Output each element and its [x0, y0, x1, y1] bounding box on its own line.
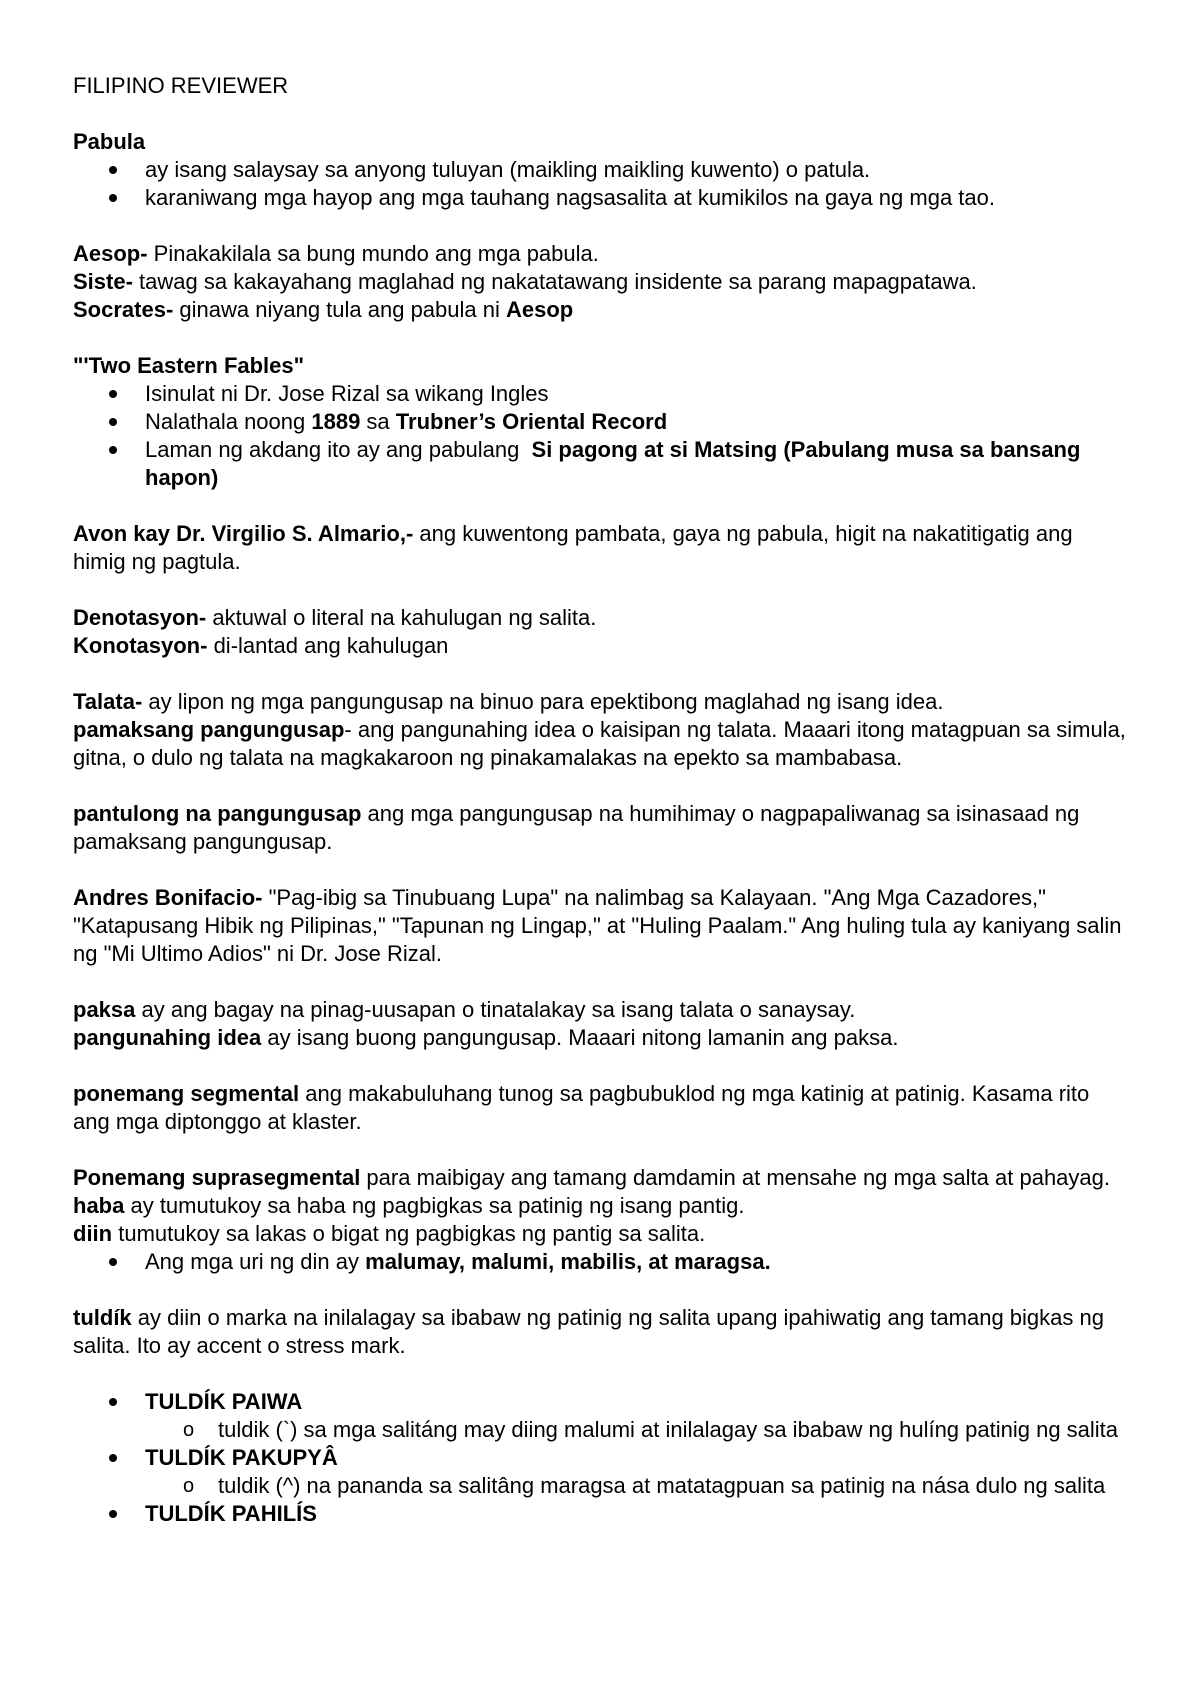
list-item: TULDÍK PAKUPYÂ o tuldik (^) na pananda sa salitâng maragsa at matatagpuan sa patinig na násа dulo ng salita: [73, 1444, 1128, 1500]
almario-definition: Avon kay Dr. Virgilio S. Almario,- ang kuwentong pambata, gaya ng pabula, higit na nakatitigatig ang himig ng pagtula.: [73, 521, 1073, 574]
socrates-definition: Socrates- ginawa niyang tula ang pabula ni Aesop: [73, 297, 574, 322]
aesop-definition: Aesop- Pinakakilala sa bung mundo ang mga pabula.: [73, 241, 599, 266]
pabula-list: [73, 156, 1128, 212]
fables-list: [73, 380, 1128, 492]
tuldik-types-list: [73, 1388, 1128, 1528]
siste-definition: Siste- tawag sa kakayahang maglahad ng nakatatawang insidente sa parang mapagpatawa.: [73, 269, 977, 294]
segmental-definition: ponemang segmental ang makabuluhang tunog sa pagbubuklod ng mga katinig at patinig. Kasama rito ang mga diptonggo at klaster.: [73, 1081, 1090, 1134]
bonifacio-definition: Andres Bonifacio- "Pag-ibig sa Tinubuang Lupa" na nalimbag sa Kalayaan. "Ang Mga Cazadores," "Katapusang Hibik ng Pilipinas," "Tapunan ng Lingap," at "Huling Paalam." Ang huling tula ay kaniyang salin ng "Mi Ultimo Adios" ni Dr. Jose Rizal.: [73, 885, 1122, 966]
list-item: ay isang salaysay sa anyong tuluyan (maikling maikling kuwento) o patula.: [73, 156, 1128, 184]
sub-list: [145, 1416, 1128, 1444]
list-item: Nalathala noong 1889 sa Trubner’s Oriental Record: [73, 408, 1128, 436]
sub-list-item: o tuldik (`) sa mga salitáng may diing malumi at inilalagay sa ibabaw ng hulíng patinig ng salita: [73, 1416, 1128, 1444]
sub-list-item: o tuldik (^) na pananda sa salitâng maragsa at matatagpuan sa patinig na násа dulo ng salita: [73, 1472, 1128, 1500]
tuldik-definition: tuldík ay diin o marka na inilalagay sa ibabaw ng patinig ng salita upang ipahiwatig ang tamang bigkas ng salita. Ito ay accent o stress mark.: [73, 1305, 1104, 1358]
diin-definition: diin tumutukoy sa lakas o bigat ng pagbigkas ng pantig sa salita.: [73, 1221, 706, 1246]
list-item: Laman ng akdang ito ay ang pabulang Si pagong at si Matsing (Pabulang musa sa bansang hapon): [73, 436, 1128, 492]
pabula-heading: Pabula: [73, 129, 146, 154]
list-item: TULDÍK PAHILÍS: [73, 1500, 1128, 1528]
pamaksang-definition: pamaksang pangungusap- ang pangunahing idea o kaisipan ng talata. Maaari itong matagpuan sa simula, gitna, o dulo ng talata na magkakaroon ng pinakamalakas na epekto sa mambabasa.: [73, 717, 1126, 770]
suprasegmental-definition: Ponemang suprasegmental para maibigay ang tamang damdamin at mensahe ng mga salta at pahayag.: [73, 1165, 1110, 1190]
paksa-definition: paksa ay ang bagay na pinag-uusapan o tinatalakay sa isang talata o sanaysay.: [73, 997, 856, 1022]
list-item: Ang mga uri ng din ay malumay, malumi, mabilis, at maragsa.: [73, 1248, 1128, 1276]
document-title: FILIPINO REVIEWER: [73, 73, 289, 98]
sub-list: [145, 1472, 1128, 1500]
pantulong-definition: pantulong na pangungusap ang mga pangungusap na humihimay o nagpapaliwanag sa isinasaad ng pamaksang pangungusap.: [73, 801, 1080, 854]
denotasyon-definition: Denotasyon- aktuwal o literal na kahulugan ng salita.: [73, 605, 597, 630]
list-item: Isinulat ni Dr. Jose Rizal sa wikang Ingles: [73, 380, 1128, 408]
list-item: TULDÍK PAIWA o tuldik (`) sa mga salitáng may diing malumi at inilalagay sa ibabaw ng hulíng patinig ng salita: [73, 1388, 1128, 1444]
pangunahing-idea-definition: pangunahing idea ay isang buong pangungusap. Maaari nitong lamanin ang paksa.: [73, 1025, 899, 1050]
fables-heading: "'Two Eastern Fables": [73, 353, 305, 378]
list-item: karaniwang mga hayop ang mga tauhang nagsasalita at kumikilos na gaya ng mga tao.: [73, 184, 1128, 212]
konotasyon-definition: Konotasyon- di-lantad ang kahulugan: [73, 633, 449, 658]
haba-definition: haba ay tumutukoy sa haba ng pagbigkas sa patinig ng isang pantig.: [73, 1193, 745, 1218]
diin-list: [73, 1248, 1128, 1276]
talata-definition: Talata- ay lipon ng mga pangungusap na binuo para epektibong maglahad ng isang idea.: [73, 689, 944, 714]
